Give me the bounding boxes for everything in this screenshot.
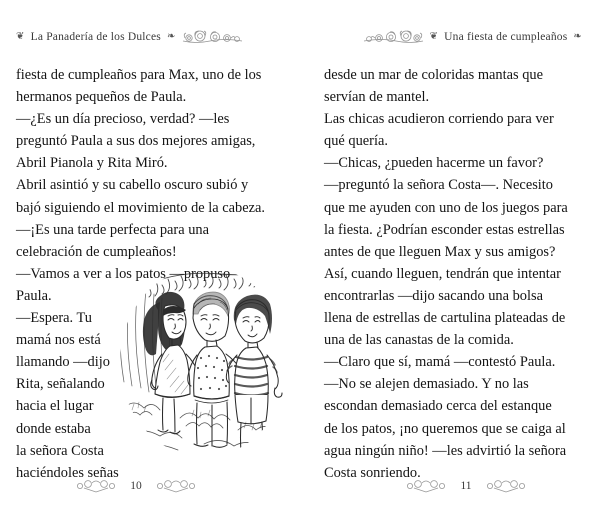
right-page-body (324, 64, 590, 484)
text-line: escondan demasiado cerca del estanque (324, 398, 552, 415)
page-number: 11 (460, 480, 472, 492)
series-title: La Panadería de los Dulces (30, 31, 161, 43)
paragraph (16, 108, 284, 174)
paragraph (324, 64, 590, 108)
paragraph (16, 219, 284, 263)
floral-scroll-ornament-icon (182, 29, 244, 45)
page-number: 10 (130, 480, 142, 492)
running-head-left (16, 26, 244, 48)
swash-right-icon: ❧ (573, 31, 582, 42)
floral-scroll-ornament-icon (362, 29, 424, 45)
small-floral-ornament-icon (404, 479, 448, 493)
text-line: desde un mar de coloridas mantas que (324, 67, 543, 83)
folio-right (316, 479, 600, 493)
swash-left-icon: ❦ (429, 31, 439, 42)
text-line: fiesta de cumpleaños para Max, uno de los (16, 67, 262, 83)
paragraph (16, 64, 284, 108)
text-line: una de las canastas de la comida. (324, 332, 514, 349)
text-line: qué quería. (324, 133, 388, 150)
text-line: Abril asintió y su cabello oscuro subió y (16, 177, 249, 194)
text-line: antes de que lleguen Max y sus amigos? (324, 243, 556, 260)
folio-left (0, 479, 286, 493)
text-line: —¿Es un día precioso, verdad? —les (16, 111, 230, 128)
text-line: —No se alejen demasiado. Y no las (324, 376, 529, 393)
text-line: donde estaba (16, 420, 91, 437)
text-line: preguntó Paula a sus dos mejores amigas, (16, 133, 256, 150)
text-line: celebración de cumpleaños! (16, 243, 177, 260)
running-head-right (362, 26, 582, 48)
text-line: —Claro que sí, mamá —contestó Paula. (324, 354, 556, 371)
text-line: llamando —dijo (16, 354, 110, 371)
text-line: Así, cuando lleguen, tendrán que intentar (324, 265, 561, 282)
text-line: Paula. (16, 287, 52, 304)
text-line: Costa sonriendo. (324, 464, 421, 481)
text-line: —Chicas, ¿pueden hacerme un favor? (324, 155, 544, 172)
text-line: —preguntó la señora Costa—. Necesito (324, 177, 553, 194)
paragraph (324, 373, 590, 483)
text-line: Las chicas acudieron corriendo para ver (324, 111, 554, 128)
text-line: bajó siguiendo el movimiento de la cabeza. (16, 199, 265, 216)
text-line: llena de estrellas de cartulina plateadas de (324, 310, 566, 327)
text-line: encontrarlas —dijo sacando una bolsa (324, 287, 543, 304)
text-line: —Vamos a ver a los patos —propuso (16, 265, 231, 282)
text-line: la señora Costa (16, 442, 104, 459)
text-line: —Espera. Tu (16, 310, 92, 327)
paragraph (16, 263, 284, 307)
text-line: de los patos, ¡no queremos que se caiga al (324, 420, 566, 437)
paragraph-wrapped (16, 307, 284, 484)
text-line: —¡Es una tarde perfecta para una (16, 221, 209, 238)
swash-left-icon: ❦ (16, 31, 25, 42)
text-line: mamá nos está (16, 332, 101, 349)
paragraph (324, 351, 590, 373)
text-line: servían de mantel. (324, 89, 430, 106)
text-line: haciéndoles señas (16, 464, 119, 481)
swash-right-icon: ❧ (166, 31, 176, 42)
paragraph (324, 108, 590, 152)
left-page-body (16, 64, 284, 484)
paragraph (16, 174, 284, 218)
small-floral-ornament-icon (484, 479, 528, 493)
right-page (300, 0, 600, 517)
text-line: que me ayuden con uno de los juegos para (324, 199, 568, 216)
text-line: la fiesta. ¿Podrían esconder estas estrellas (324, 221, 565, 238)
text-line: agua ningún niño! —les advirtió la señora (324, 442, 567, 459)
chapter-title: Una fiesta de cumpleaños (444, 31, 568, 43)
small-floral-ornament-icon (154, 479, 198, 493)
text-line: hacia el lugar (16, 398, 94, 415)
text-line: hermanos pequeños de Paula. (16, 89, 187, 106)
small-floral-ornament-icon (74, 479, 118, 493)
text-line: Abril Pianola y Rita Miró. (16, 155, 168, 172)
text-line: Rita, señalando (16, 376, 105, 393)
paragraph (324, 152, 590, 351)
